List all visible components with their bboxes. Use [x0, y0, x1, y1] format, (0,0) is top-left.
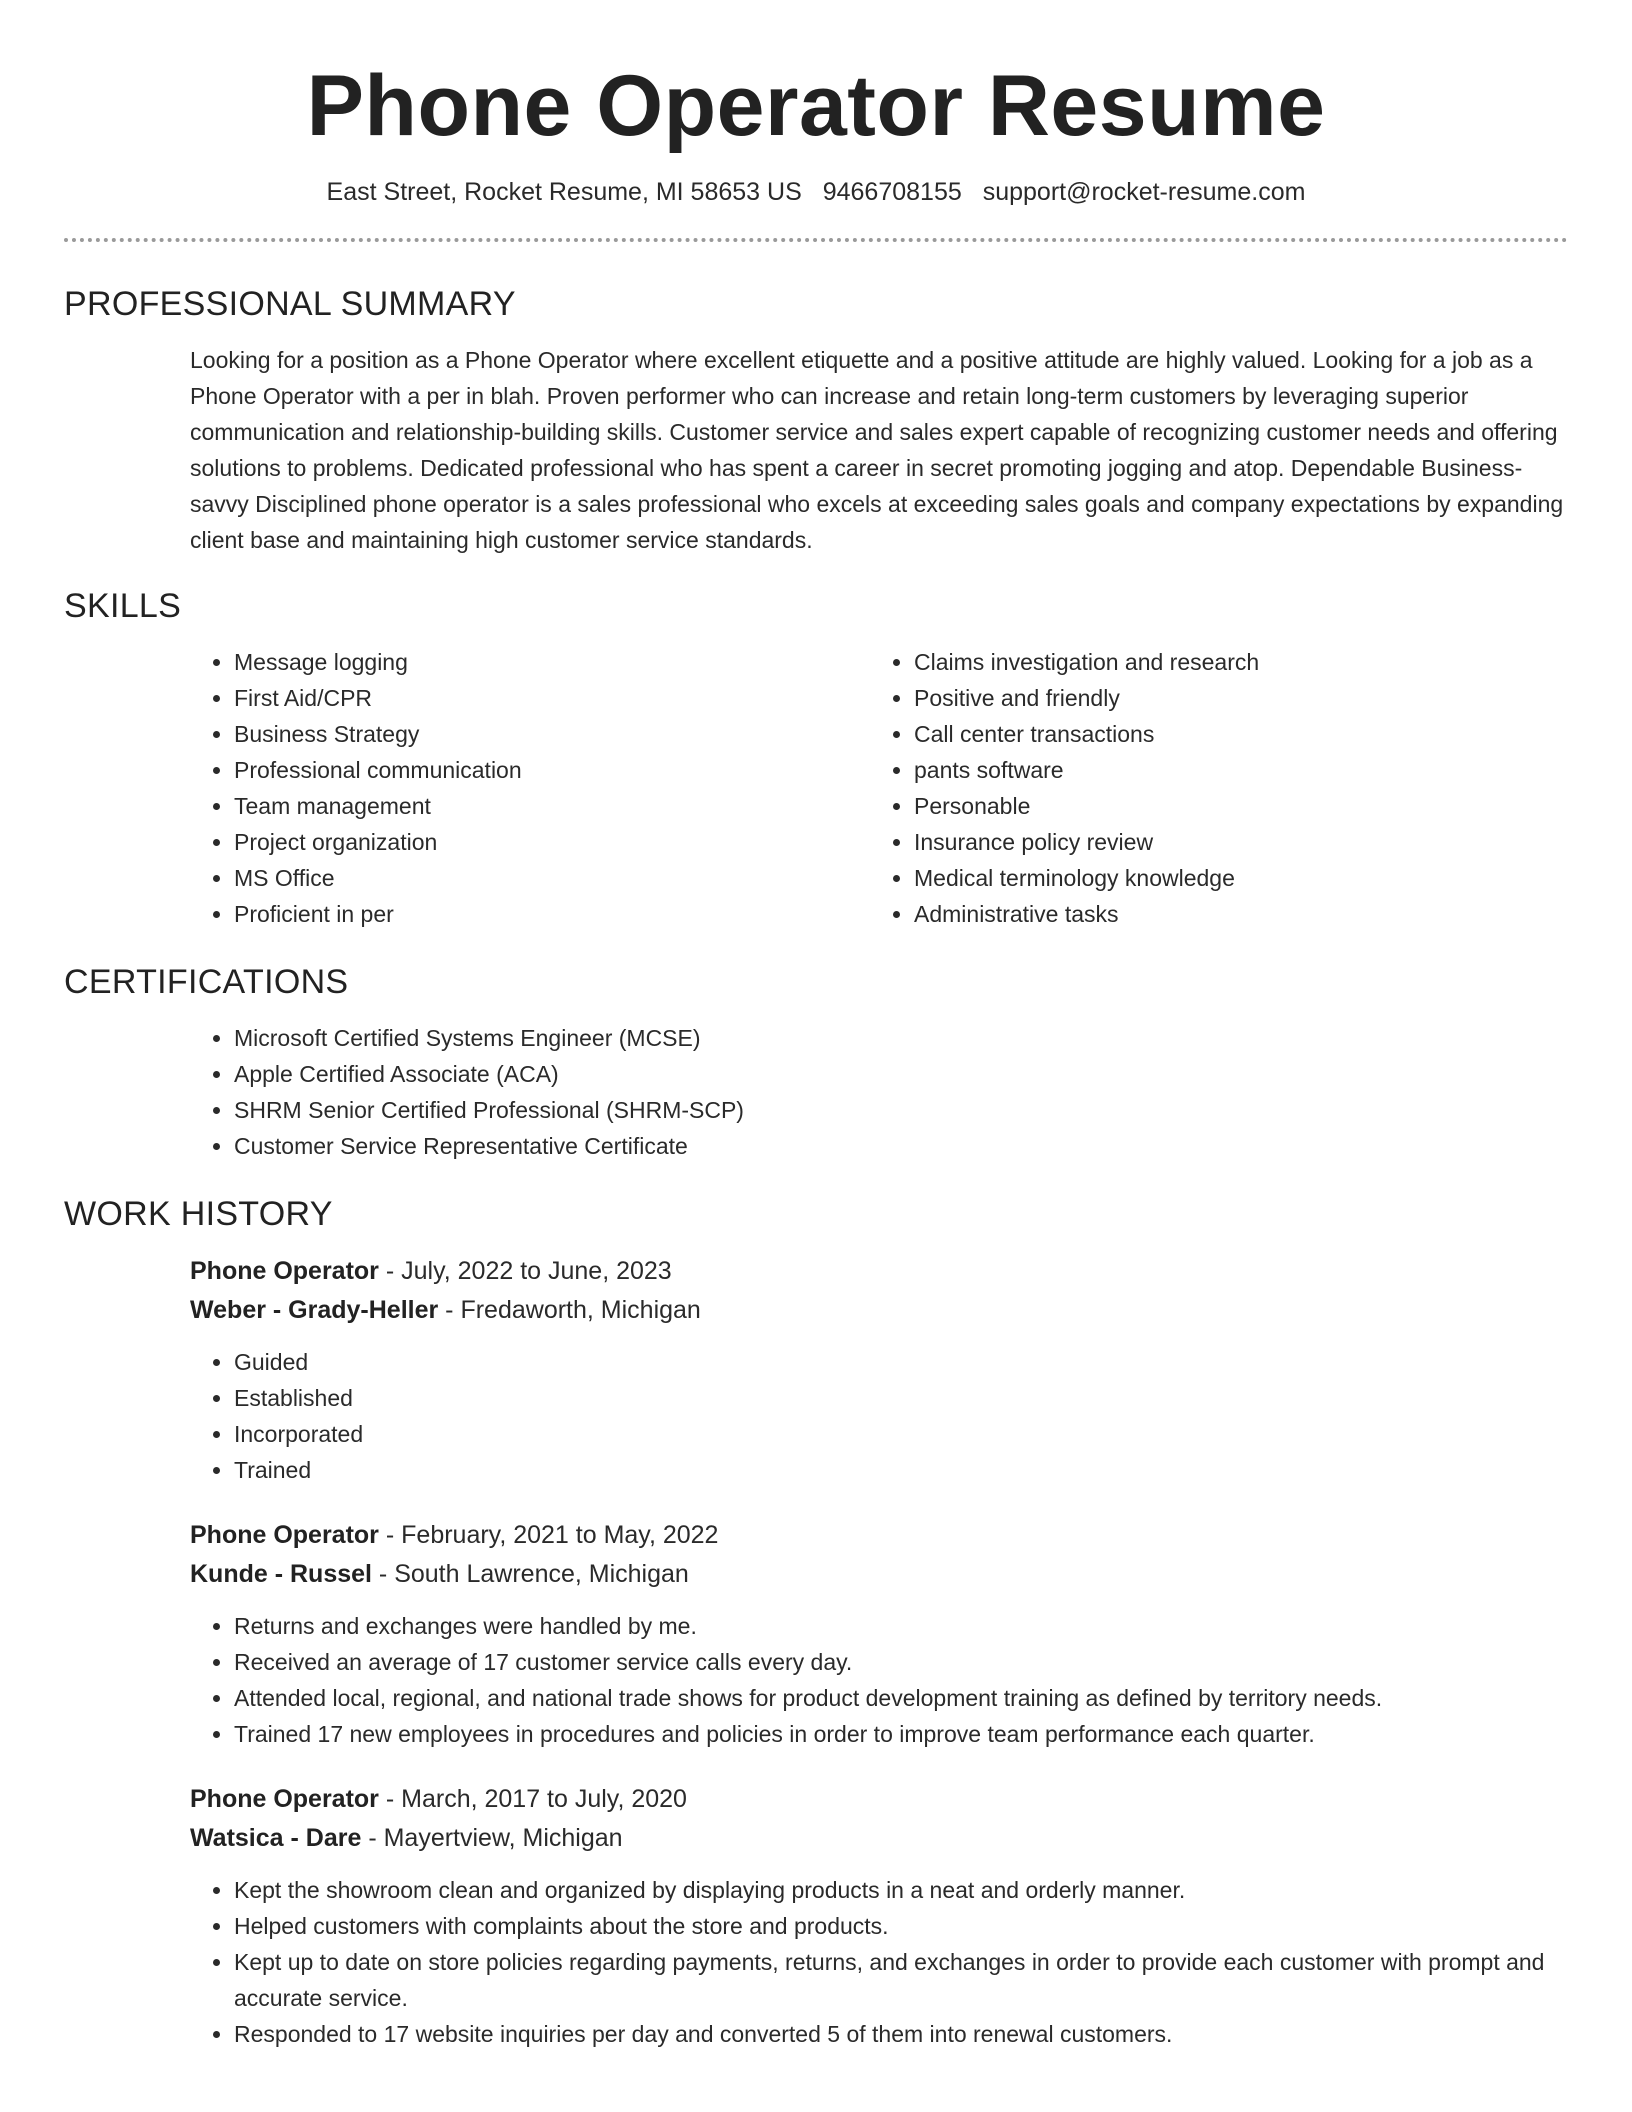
skill-item: • Team management	[234, 788, 870, 824]
skill-item: • First Aid/CPR	[234, 680, 870, 716]
job-bullet: • Guided	[234, 1344, 1568, 1380]
certifications-heading: CERTIFICATIONS	[64, 963, 349, 1001]
skill-item: • Administrative tasks	[914, 896, 1550, 932]
job-bullet: • Responded to 17 website inquiries per day and converted 5 of them into renewal customers.	[234, 2016, 1568, 2052]
job-bullet: • Returns and exchanges were handled by me.	[234, 1608, 1568, 1644]
job-bullet: • Kept up to date on store policies regarding payments, returns, and exchanges in order to provide each customer with prompt and accurate service.	[234, 1944, 1568, 2016]
work-history-section	[64, 1194, 1568, 2052]
job-company-line	[190, 1819, 1568, 1858]
job-dates: - July, 2022 to June, 2023	[378, 1257, 672, 1285]
summary-text: Looking for a position as a Phone Operator where excellent etiquette and a positive attitude are highly valued. Looking for a job as a Phone Operator with a per in blah. Proven performer who can increase and retain long-term customers by leveraging superior communication and relationship-building skills. Customer service and sales expert capable of recognizing customer needs and offering solutions to problems. Dedicated professional who has spent a career in secret promoting jogging and atop. Dependable Business-savvy Disciplined phone operator is a sales professional who excels at exceeding sales goals and company expectations by expanding client base and maintaining high customer service standards.	[190, 347, 1564, 553]
job-bullet: • Received an average of 17 customer service calls every day.	[234, 1644, 1568, 1680]
job-title: Phone Operator	[190, 1785, 379, 1813]
header-divider	[64, 238, 1568, 242]
job-entry	[64, 1516, 1568, 1752]
job-title: Phone Operator	[190, 1257, 379, 1285]
certification-item: • Microsoft Certified Systems Engineer (MCSE)	[234, 1020, 1568, 1056]
job-dates: - March, 2017 to July, 2020	[378, 1785, 687, 1813]
job-bullet: • Incorporated	[234, 1416, 1568, 1452]
job-location: - South Lawrence, Michigan	[371, 1560, 689, 1588]
contact-address: East Street, Rocket Resume, MI 58653 US	[326, 178, 802, 206]
skill-item: • Professional communication	[234, 752, 870, 788]
skill-item: • Insurance policy review	[914, 824, 1550, 860]
job-company: Weber - Grady-Heller	[190, 1296, 439, 1324]
job-location: - Fredaworth, Michigan	[438, 1296, 701, 1324]
skills-column-left	[190, 644, 870, 932]
skill-item: • MS Office	[234, 860, 870, 896]
job-title: Phone Operator	[190, 1521, 379, 1549]
skills-column-right	[870, 644, 1550, 932]
job-entry	[64, 1780, 1568, 2052]
job-company-line	[190, 1291, 1568, 1330]
skill-item: • Message logging	[234, 644, 870, 680]
job-company: Watsica - Dare	[190, 1824, 362, 1852]
job-bullet: • Helped customers with complaints about the store and products.	[234, 1908, 1568, 1944]
job-bullet: • Trained	[234, 1452, 1568, 1488]
skill-item: • Positive and friendly	[914, 680, 1550, 716]
contact-line	[64, 176, 1568, 208]
resume-title: Phone Operator Resume	[306, 58, 1326, 154]
job-bullet: • Kept the showroom clean and organized by displaying products in a neat and orderly manner.	[234, 1872, 1568, 1908]
job-title-line	[190, 1780, 1568, 1819]
certification-item: • Customer Service Representative Certificate	[234, 1128, 1568, 1164]
certification-item: • SHRM Senior Certified Professional (SHRM-SCP)	[234, 1092, 1568, 1128]
skill-item: • Business Strategy	[234, 716, 870, 752]
job-company-line	[190, 1555, 1568, 1594]
work-history-heading: WORK HISTORY	[64, 1195, 333, 1233]
summary-section	[64, 284, 1568, 558]
certifications-section	[64, 962, 1568, 1164]
job-bullet: • Established	[234, 1380, 1568, 1416]
job-entry	[64, 1252, 1568, 1488]
resume-page	[64, 0, 1568, 2052]
job-location: - Mayertview, Michigan	[361, 1824, 623, 1852]
job-company: Kunde - Russel	[190, 1560, 372, 1588]
job-bullet: • Attended local, regional, and national trade shows for product development training as defined by territory needs.	[234, 1680, 1568, 1716]
job-bullet: • Trained 17 new employees in procedures and policies in order to improve team performance each quarter.	[234, 1716, 1568, 1752]
skill-item: • Proficient in per	[234, 896, 870, 932]
job-title-line	[190, 1516, 1568, 1555]
skills-grid	[190, 644, 1568, 932]
certification-item: • Apple Certified Associate (ACA)	[234, 1056, 1568, 1092]
skill-item: • Call center transactions	[914, 716, 1550, 752]
skill-item: • Claims investigation and research	[914, 644, 1550, 680]
skills-section	[64, 586, 1568, 932]
skill-item: • Project organization	[234, 824, 870, 860]
job-title-line	[190, 1252, 1568, 1291]
skill-item: • pants software	[914, 752, 1550, 788]
contact-email: support@rocket-resume.com	[982, 178, 1306, 206]
contact-phone: 9466708155	[822, 178, 962, 206]
skill-item: • Medical terminology knowledge	[914, 860, 1550, 896]
skills-heading: SKILLS	[64, 587, 182, 625]
skill-item: • Personable	[914, 788, 1550, 824]
summary-heading: PROFESSIONAL SUMMARY	[64, 285, 516, 323]
job-dates: - February, 2021 to May, 2022	[378, 1521, 719, 1549]
